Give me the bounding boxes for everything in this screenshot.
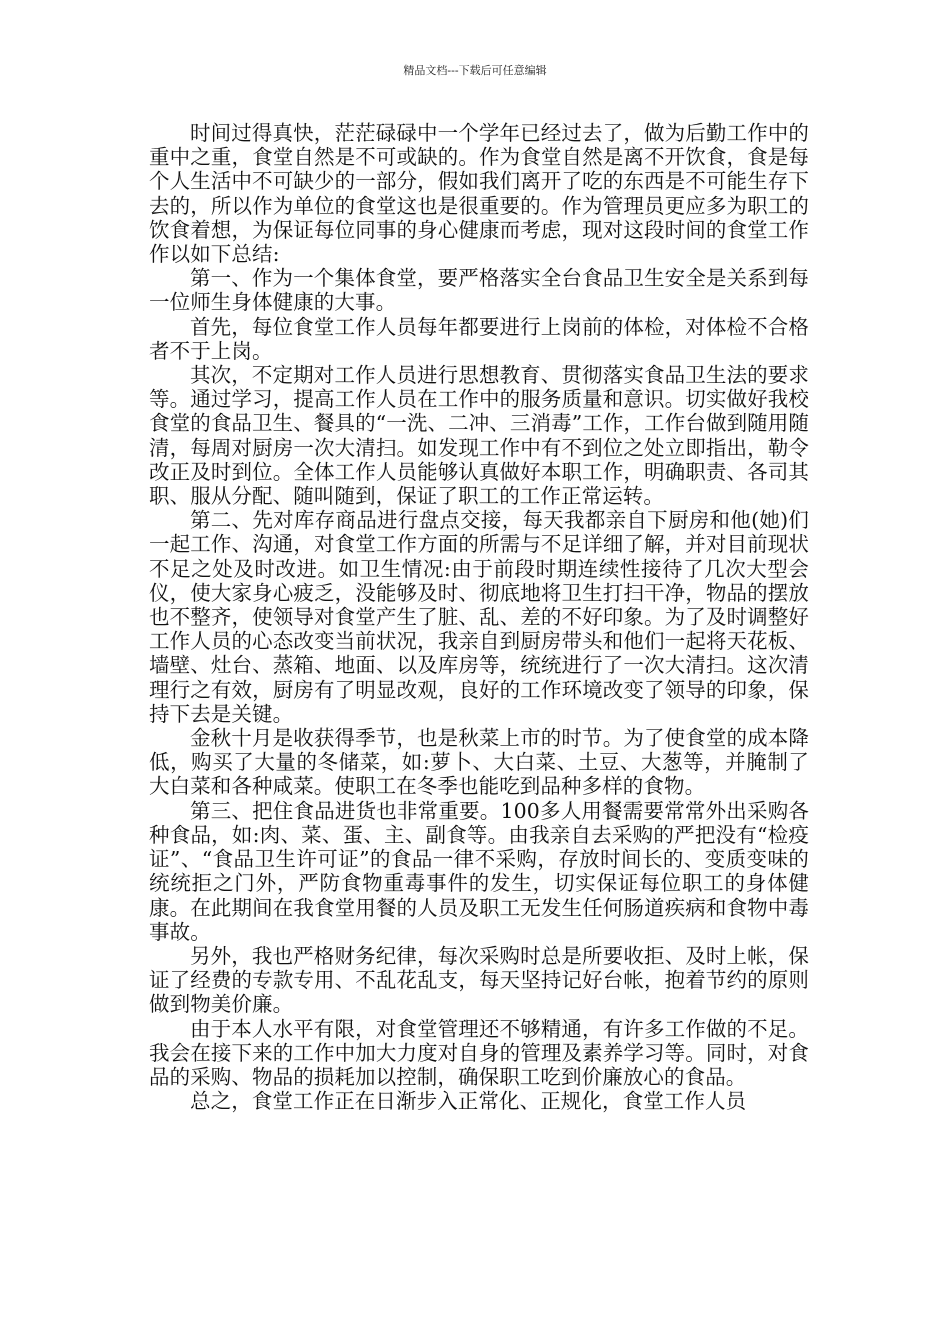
paragraph-shortcomings: 由于本人水平有限，对食堂管理还不够精通，有许多工作做的不足。我会在接下来的工作中加大力度对自身的管理及素养学习等。同时，对食品的采购、物品的损耗加以控制，确保职工吃到价廉放心的食品。: [149, 1016, 809, 1089]
paragraph-education: 其次，不定期对工作人员进行思想教育、贯彻落实食品卫生法的要求等。通过学习，提高工作人员在工作中的服务质量和意识。切实做好我校食堂的食品卫生、餐具的“一洗、二冲、三消毒”工作，工作台做到随用随清，每周对厨房一次大清扫。如发现工作中有不到位之处立即指出，勒令改正及时到位。全体工作人员能够认真做好本职工作，明确职责、各司其职、服从分配、随叫随到，保证了职工的工作正常运转。: [149, 363, 809, 509]
paragraph-finance: 另外，我也严格财务纪律，每次采购时总是所要收拒、及时上帐，保证了经费的专款专用、不乱花乱支，每天坚持记好台帐，抱着节约的原则做到物美价廉。: [149, 943, 809, 1017]
paragraph-point-one: 第一、作为一个集体食堂，要严格落实全台食品卫生安全是关系到每一位师生身体健康的大事。: [149, 266, 809, 315]
paragraph-conclusion: 总之，食堂工作正在日渐步入正常化、正规化，食堂工作人员: [190, 1089, 747, 1114]
document-body: [149, 121, 809, 1113]
page-header: 精品文档---下载后可任意编辑: [403, 64, 547, 77]
paragraph-intro: 时间过得真快，茫茫碌碌中一个学年已经过去了，做为后勤工作中的重中之重，食堂自然是不可或缺的。作为食堂自然是离不开饮食，食是每个人生活中不可缺少的一部分，假如我们离开了吃的东西是不可能生存下去的，所以作为单位的食堂这也是很重要的。作为管理员更应多为职工的饮食着想，为保证每位同事的身心健康而考虑，现对这段时间的食堂工作作以如下总结:: [149, 121, 809, 267]
paragraph-autumn-vegetables: 金秋十月是收获得季节，也是秋菜上市的时节。为了使食堂的成本降低，购买了大量的冬储菜，如:萝卜、大白菜、土豆、大葱等，并腌制了大白菜和各种咸菜。使职工在冬季也能吃到品种多样的食物。: [149, 726, 809, 799]
paragraph-point-three: 第三、把住食品进货也非常重要。100多人用餐需要常常外出采购各种食品，如:肉、菜、蛋、主、副食等。由我亲自去采购的严把没有“检疫证”、“食品卫生许可证”的食品一律不采购，存放时间长的、变质变味的统统拒之门外，严防食物重毒事件的发生，切实保证每位职工的身体健康。在此期间在我食堂用餐的人员及职工无发生任何肠道疾病和食物中毒事故。: [149, 798, 809, 944]
paragraph-point-two: 第二、先对库存商品进行盘点交接，每天我都亲自下厨房和他(她)们一起工作、沟通，对食堂工作方面的所需与不足详细了解，并对目前现状不足之处及时改进。如卫生情况:由于前段时期连续性接待了几次大型会仪，使大家身心疲乏，没能够及时、彻底地将卫生打扫干净，物品的摆放也不整齐，使领导对食堂产生了脏、乱、差的不好印象。为了及时调整好工作人员的心态改变当前状况，我亲自到厨房带头和他们一起将天花板、墙壁、灶台、蒸箱、地面、以及库房等，统统进行了一次大清扫。这次清理行之有效，厨房有了明显改观，良好的工作环境改变了领导的印象，保持下去是关键。: [149, 508, 809, 726]
paragraph-health-check: 首先，每位食堂工作人员每年都要进行上岗前的体检，对体检不合格者不于上岗。: [149, 314, 809, 363]
